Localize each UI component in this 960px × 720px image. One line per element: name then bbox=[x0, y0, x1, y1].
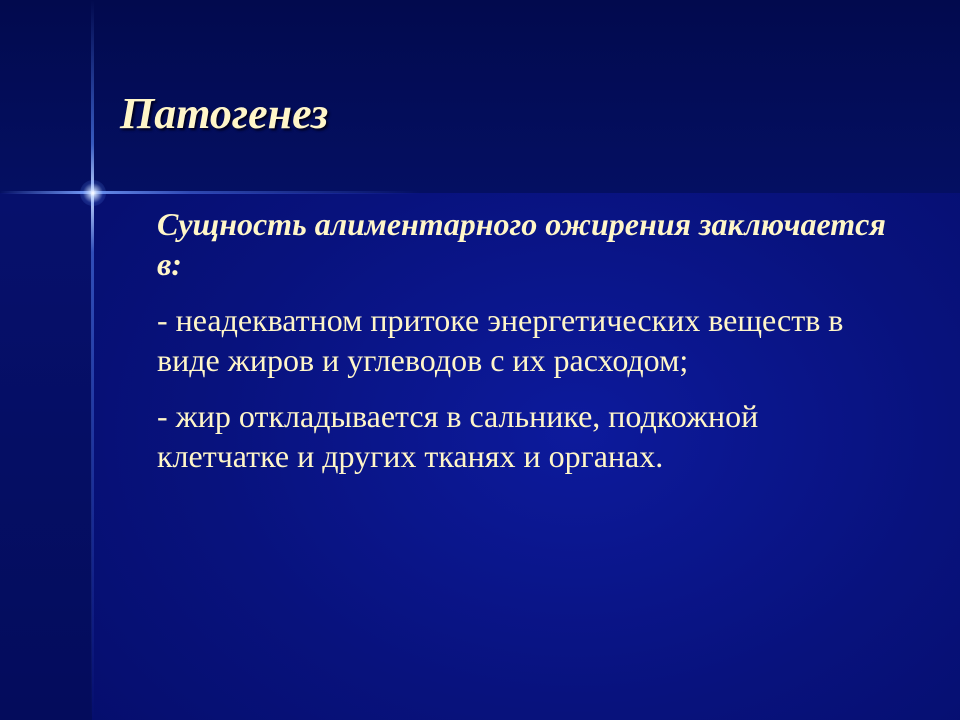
slide-subtitle: Сущность алиментарного ожирения заключается в: bbox=[157, 206, 886, 282]
slide-title: Патогенез bbox=[120, 89, 329, 138]
list-item: - жир откладывается в сальнике, подкожной клетчатке и других тканях и органах. bbox=[157, 398, 759, 474]
sparkle-icon bbox=[80, 180, 106, 206]
left-band bbox=[0, 193, 92, 720]
vertical-light-line bbox=[91, 0, 94, 720]
slide-body bbox=[157, 204, 897, 492]
list-item: - неадекватном притоке энергетических веществ в виде жиров и углеводов с их расходом; bbox=[157, 302, 844, 378]
horizontal-light-line bbox=[0, 191, 420, 194]
